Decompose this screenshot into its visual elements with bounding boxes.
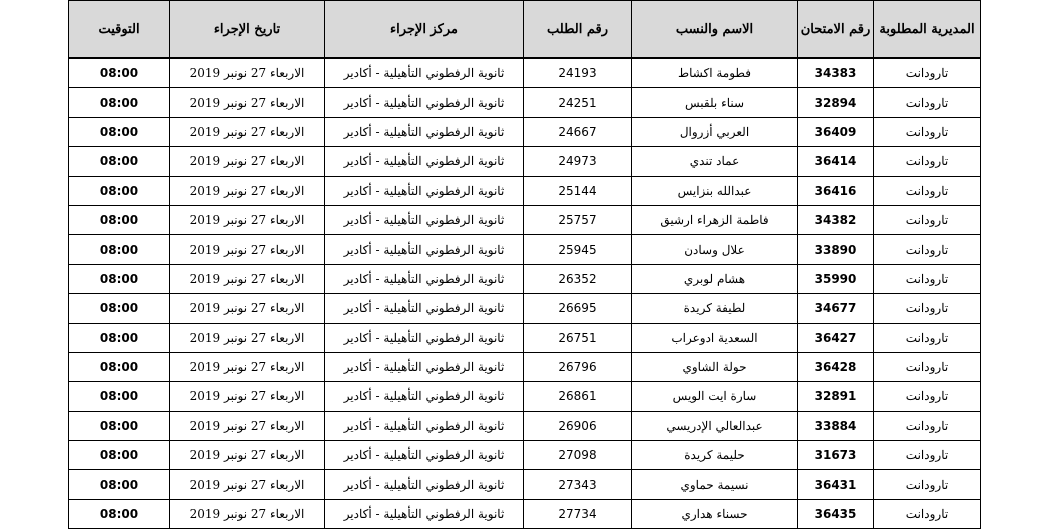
table-row <box>69 470 981 499</box>
cell-full-name: حولة الشاوي <box>632 352 798 381</box>
cell-exam-number: 34677 <box>798 294 874 323</box>
cell-exam-number: 36414 <box>798 147 874 176</box>
cell-request-number: 26695 <box>524 294 632 323</box>
cell-full-name: فطومة اكشاط <box>632 58 798 88</box>
cell-full-name: عبدالله بنزايس <box>632 176 798 205</box>
candidates-table <box>68 0 981 529</box>
cell-exam-date: الاربعاء 27 نونبر 2019 <box>170 294 325 323</box>
table-row <box>69 58 981 88</box>
table-row <box>69 294 981 323</box>
cell-time: 08:00 <box>69 58 170 88</box>
cell-request-number: 25144 <box>524 176 632 205</box>
cell-exam-date: الاربعاء 27 نونبر 2019 <box>170 117 325 146</box>
cell-directorate: تارودانت <box>874 264 981 293</box>
cell-request-number: 27343 <box>524 470 632 499</box>
cell-exam-date: الاربعاء 27 نونبر 2019 <box>170 411 325 440</box>
cell-full-name: عبدالعالي الإدريسي <box>632 411 798 440</box>
cell-exam-center: ثانوية الرفطوني التأهيلية - أكادير <box>325 470 524 499</box>
cell-time: 08:00 <box>69 352 170 381</box>
cell-directorate: تارودانت <box>874 411 981 440</box>
cell-exam-center: ثانوية الرفطوني التأهيلية - أكادير <box>325 294 524 323</box>
cell-time: 08:00 <box>69 382 170 411</box>
table-row <box>69 147 981 176</box>
cell-exam-date: الاربعاء 27 نونبر 2019 <box>170 176 325 205</box>
cell-full-name: نسيمة حماوي <box>632 470 798 499</box>
cell-time: 08:00 <box>69 235 170 264</box>
cell-exam-number: 32894 <box>798 88 874 117</box>
cell-full-name: حسناء هداري <box>632 499 798 528</box>
cell-exam-number: 36431 <box>798 470 874 499</box>
cell-directorate: تارودانت <box>874 205 981 234</box>
cell-directorate: تارودانت <box>874 235 981 264</box>
cell-request-number: 26861 <box>524 382 632 411</box>
cell-directorate: تارودانت <box>874 382 981 411</box>
cell-request-number: 26906 <box>524 411 632 440</box>
cell-full-name: سناء بلقبس <box>632 88 798 117</box>
header-exam-number: رقم الامتحان <box>798 1 874 59</box>
header-time: التوقيت <box>69 1 170 59</box>
header-exam-center: مركز الإجراء <box>325 1 524 59</box>
table-row <box>69 235 981 264</box>
cell-time: 08:00 <box>69 264 170 293</box>
cell-exam-number: 34383 <box>798 58 874 88</box>
cell-exam-center: ثانوية الرفطوني التأهيلية - أكادير <box>325 235 524 264</box>
cell-directorate: تارودانت <box>874 470 981 499</box>
cell-exam-date: الاربعاء 27 نونبر 2019 <box>170 205 325 234</box>
cell-directorate: تارودانت <box>874 441 981 470</box>
cell-exam-center: ثانوية الرفطوني التأهيلية - أكادير <box>325 411 524 440</box>
cell-exam-number: 35990 <box>798 264 874 293</box>
table-row <box>69 441 981 470</box>
cell-exam-number: 36416 <box>798 176 874 205</box>
cell-request-number: 25945 <box>524 235 632 264</box>
header-row <box>69 1 981 59</box>
cell-full-name: هشام لوبري <box>632 264 798 293</box>
cell-exam-center: ثانوية الرفطوني التأهيلية - أكادير <box>325 352 524 381</box>
cell-exam-date: الاربعاء 27 نونبر 2019 <box>170 147 325 176</box>
table-row <box>69 176 981 205</box>
cell-request-number: 26796 <box>524 352 632 381</box>
cell-directorate: تارودانت <box>874 323 981 352</box>
header-request-number: رقم الطلب <box>524 1 632 59</box>
table-row <box>69 411 981 440</box>
cell-exam-center: ثانوية الرفطوني التأهيلية - أكادير <box>325 205 524 234</box>
cell-exam-number: 36428 <box>798 352 874 381</box>
cell-exam-center: ثانوية الرفطوني التأهيلية - أكادير <box>325 176 524 205</box>
cell-exam-center: ثانوية الرفطوني التأهيلية - أكادير <box>325 88 524 117</box>
cell-directorate: تارودانت <box>874 499 981 528</box>
header-exam-date: تاريخ الإجراء <box>170 1 325 59</box>
table-body <box>69 58 981 529</box>
cell-exam-center: ثانوية الرفطوني التأهيلية - أكادير <box>325 499 524 528</box>
table-row <box>69 264 981 293</box>
cell-full-name: حليمة كريدة <box>632 441 798 470</box>
cell-exam-date: الاربعاء 27 نونبر 2019 <box>170 235 325 264</box>
cell-directorate: تارودانت <box>874 58 981 88</box>
cell-exam-date: الاربعاء 27 نونبر 2019 <box>170 441 325 470</box>
cell-exam-date: الاربعاء 27 نونبر 2019 <box>170 88 325 117</box>
cell-time: 08:00 <box>69 470 170 499</box>
cell-exam-date: الاربعاء 27 نونبر 2019 <box>170 352 325 381</box>
cell-request-number: 26751 <box>524 323 632 352</box>
cell-exam-center: ثانوية الرفطوني التأهيلية - أكادير <box>325 264 524 293</box>
cell-directorate: تارودانت <box>874 117 981 146</box>
cell-full-name: علال وسادن <box>632 235 798 264</box>
cell-exam-date: الاربعاء 27 نونبر 2019 <box>170 58 325 88</box>
cell-exam-center: ثانوية الرفطوني التأهيلية - أكادير <box>325 323 524 352</box>
cell-request-number: 26352 <box>524 264 632 293</box>
cell-exam-center: ثانوية الرفطوني التأهيلية - أكادير <box>325 58 524 88</box>
cell-request-number: 24667 <box>524 117 632 146</box>
cell-exam-center: ثانوية الرفطوني التأهيلية - أكادير <box>325 147 524 176</box>
header-full-name: الاسم والنسب <box>632 1 798 59</box>
table-row <box>69 205 981 234</box>
cell-time: 08:00 <box>69 441 170 470</box>
cell-exam-number: 32891 <box>798 382 874 411</box>
cell-request-number: 27098 <box>524 441 632 470</box>
cell-exam-number: 34382 <box>798 205 874 234</box>
cell-time: 08:00 <box>69 117 170 146</box>
cell-full-name: سارة ايت الويس <box>632 382 798 411</box>
table-row <box>69 88 981 117</box>
table-row <box>69 323 981 352</box>
cell-exam-date: الاربعاء 27 نونبر 2019 <box>170 499 325 528</box>
header-directorate: المديرية المطلوبة <box>874 1 981 59</box>
cell-exam-number: 36427 <box>798 323 874 352</box>
cell-time: 08:00 <box>69 88 170 117</box>
cell-time: 08:00 <box>69 499 170 528</box>
cell-time: 08:00 <box>69 147 170 176</box>
cell-time: 08:00 <box>69 205 170 234</box>
candidates-list-page <box>68 0 980 529</box>
table-row <box>69 499 981 528</box>
cell-full-name: عماد تندي <box>632 147 798 176</box>
cell-exam-number: 36409 <box>798 117 874 146</box>
cell-exam-date: الاربعاء 27 نونبر 2019 <box>170 323 325 352</box>
cell-exam-number: 36435 <box>798 499 874 528</box>
cell-time: 08:00 <box>69 411 170 440</box>
cell-directorate: تارودانت <box>874 294 981 323</box>
table-row <box>69 117 981 146</box>
cell-exam-center: ثانوية الرفطوني التأهيلية - أكادير <box>325 117 524 146</box>
cell-exam-number: 31673 <box>798 441 874 470</box>
table-row <box>69 352 981 381</box>
cell-exam-number: 33890 <box>798 235 874 264</box>
cell-full-name: العربي أزروال <box>632 117 798 146</box>
cell-directorate: تارودانت <box>874 88 981 117</box>
cell-exam-center: ثانوية الرفطوني التأهيلية - أكادير <box>325 382 524 411</box>
cell-directorate: تارودانت <box>874 352 981 381</box>
cell-exam-center: ثانوية الرفطوني التأهيلية - أكادير <box>325 441 524 470</box>
cell-time: 08:00 <box>69 294 170 323</box>
cell-request-number: 25757 <box>524 205 632 234</box>
cell-exam-date: الاربعاء 27 نونبر 2019 <box>170 470 325 499</box>
cell-full-name: السعدية ادوعراب <box>632 323 798 352</box>
cell-exam-number: 33884 <box>798 411 874 440</box>
cell-time: 08:00 <box>69 176 170 205</box>
cell-full-name: لطيفة كريدة <box>632 294 798 323</box>
cell-directorate: تارودانت <box>874 176 981 205</box>
cell-full-name: فاطمة الزهراء ارشيق <box>632 205 798 234</box>
cell-exam-date: الاربعاء 27 نونبر 2019 <box>170 382 325 411</box>
cell-request-number: 27734 <box>524 499 632 528</box>
cell-time: 08:00 <box>69 323 170 352</box>
table-row <box>69 382 981 411</box>
cell-exam-date: الاربعاء 27 نونبر 2019 <box>170 264 325 293</box>
cell-request-number: 24251 <box>524 88 632 117</box>
cell-request-number: 24973 <box>524 147 632 176</box>
table-header <box>69 1 981 59</box>
cell-directorate: تارودانت <box>874 147 981 176</box>
cell-request-number: 24193 <box>524 58 632 88</box>
